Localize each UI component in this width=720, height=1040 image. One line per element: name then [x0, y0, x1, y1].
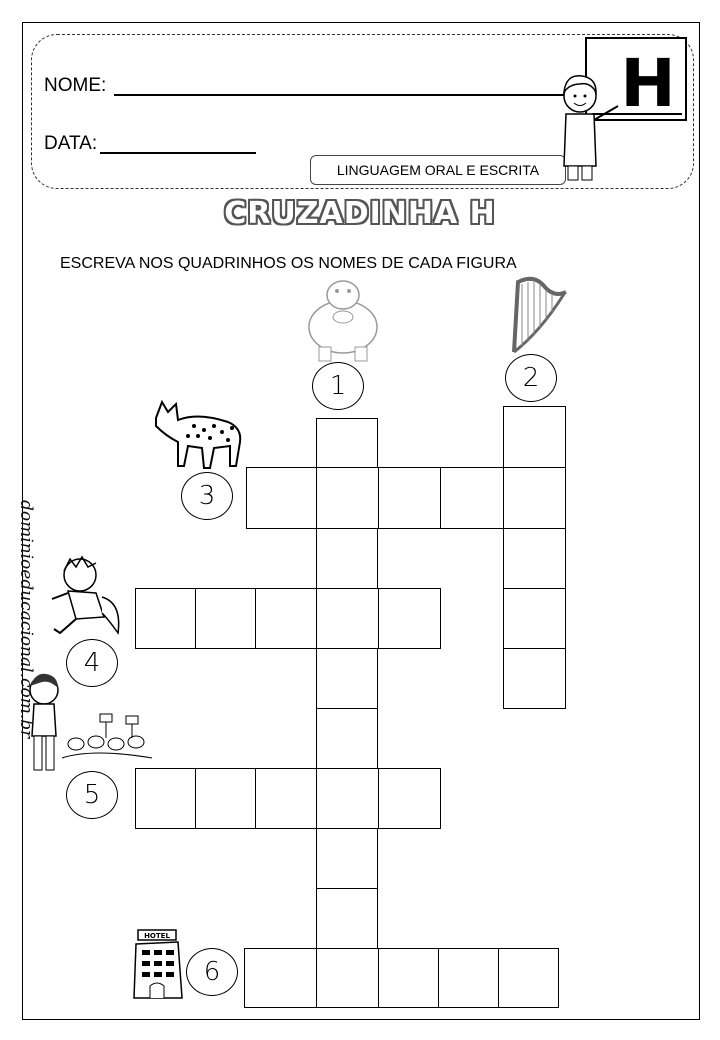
- word5-cell[interactable]: [135, 768, 196, 829]
- site-watermark: dominioeducacional.com.br: [16, 500, 36, 739]
- clue-number-6: 6: [186, 948, 238, 996]
- word2-cell[interactable]: [503, 528, 566, 589]
- word3-cell[interactable]: [503, 467, 566, 529]
- word6-cell[interactable]: [438, 948, 499, 1008]
- board-letter: H: [620, 45, 676, 122]
- clue-number-5: 5: [66, 771, 118, 819]
- word1-cell[interactable]: [316, 708, 378, 769]
- date-field[interactable]: [100, 152, 256, 154]
- word6-cell[interactable]: [498, 948, 559, 1008]
- name-label: NOME:: [44, 75, 107, 96]
- hotel-sign-text: HOTEL: [144, 932, 170, 940]
- word1-cell[interactable]: [316, 828, 378, 889]
- word5-cell[interactable]: [195, 768, 256, 829]
- word4-cell[interactable]: [316, 588, 379, 649]
- word3-cell[interactable]: [316, 467, 379, 529]
- clue-number-4: 4: [66, 639, 118, 687]
- hero-picture: [46, 553, 126, 641]
- teacher-boy-picture: [556, 34, 694, 190]
- harp-picture: [504, 272, 568, 356]
- worksheet-title: CRUZADINHA H: [224, 196, 496, 231]
- name-field[interactable]: [114, 94, 564, 96]
- hyena-picture: [148, 396, 248, 472]
- word5-cell[interactable]: [255, 768, 317, 829]
- clue-number-1: 1: [312, 362, 364, 410]
- word2-cell[interactable]: [503, 588, 566, 649]
- word4-cell[interactable]: [135, 588, 196, 649]
- clue-number-3: 3: [181, 472, 233, 520]
- hotel-picture: [132, 924, 188, 1002]
- word1-cell[interactable]: [316, 648, 378, 709]
- date-label: DATA:: [44, 133, 98, 154]
- word2-cell[interactable]: [503, 648, 566, 709]
- word6-cell[interactable]: [378, 948, 439, 1008]
- word3-cell[interactable]: [378, 467, 441, 529]
- word1-cell[interactable]: [316, 528, 378, 589]
- word1-cell[interactable]: [316, 888, 378, 949]
- subject-box: LINGUAGEM ORAL E ESCRITA: [310, 155, 566, 185]
- word5-cell[interactable]: [378, 768, 441, 829]
- word6-cell[interactable]: [316, 948, 379, 1008]
- word4-cell[interactable]: [195, 588, 256, 649]
- word5-cell[interactable]: [316, 768, 379, 829]
- word3-cell[interactable]: [440, 467, 504, 529]
- word2-cell[interactable]: [503, 406, 566, 468]
- hippo-picture: [305, 277, 381, 363]
- word1-cell[interactable]: [316, 418, 378, 469]
- instruction-text: ESCREVA NOS QUADRINHOS OS NOMES DE CADA FIGURA: [60, 255, 517, 272]
- word6-cell[interactable]: [244, 948, 317, 1008]
- word4-cell[interactable]: [378, 588, 441, 649]
- clue-number-2: 2: [505, 354, 557, 402]
- word3-cell[interactable]: [246, 467, 317, 529]
- word4-cell[interactable]: [255, 588, 317, 649]
